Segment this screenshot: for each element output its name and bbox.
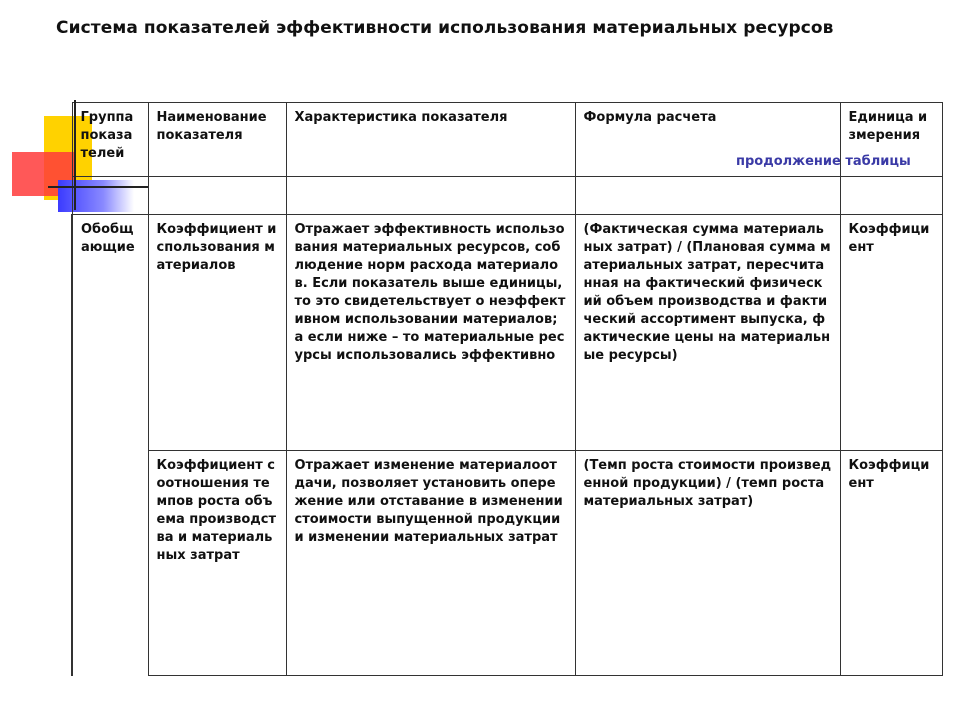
indicator-formula: (Темп роста стоимости произведенной продукции) / (темп роста материальных затрат) xyxy=(575,451,840,676)
table-spacer-row xyxy=(72,177,942,215)
slide-title: Система показателей эффективности использования материальных ресурсов xyxy=(56,18,834,38)
header-group: Группа показателей xyxy=(72,103,148,177)
indicator-name: Коэффициент соотношения темпов роста объема производства и материальных затрат xyxy=(148,451,286,676)
indicator-unit: Коэффициент xyxy=(840,451,942,676)
indicators-table xyxy=(71,102,943,676)
header-characteristic: Характеристика показателя xyxy=(286,103,575,177)
header-unit: Единица измерения xyxy=(840,103,942,177)
indicator-name: Коэффициент использования материалов xyxy=(148,215,286,451)
indicator-formula: (Фактическая сумма материальных затрат) / (Плановая сумма материальных затрат, пересчитанная на фактический физический объем производства и фактический ассортимент выпуска, фактические цены на материальные ресурсы) xyxy=(575,215,840,451)
continuation-note: продолжение таблицы xyxy=(736,154,911,169)
header-formula: Формула расчета xyxy=(575,103,840,177)
header-name: Наименование показателя xyxy=(148,103,286,177)
indicator-characteristic: Отражает эффективность использования материальных ресурсов, соблюдение норм расхода материалов. Если показатель выше единицы, то это свидетельствует о неэффективном использовании материалов; а если ниже – то материальные ресурсы использовались эффективно xyxy=(286,215,575,451)
group-cell: Обобщающие xyxy=(72,215,148,676)
table-row xyxy=(72,451,942,676)
indicator-characteristic: Отражает изменение материалоотдачи, позволяет установить опережение или отставание в изменении стоимости выпущенной продукции и изменении материальных затрат xyxy=(286,451,575,676)
table-row xyxy=(72,215,942,451)
decorative-line-vertical xyxy=(74,100,76,210)
decorative-line-horizontal xyxy=(48,186,148,188)
indicator-unit: Коэффициент xyxy=(840,215,942,451)
